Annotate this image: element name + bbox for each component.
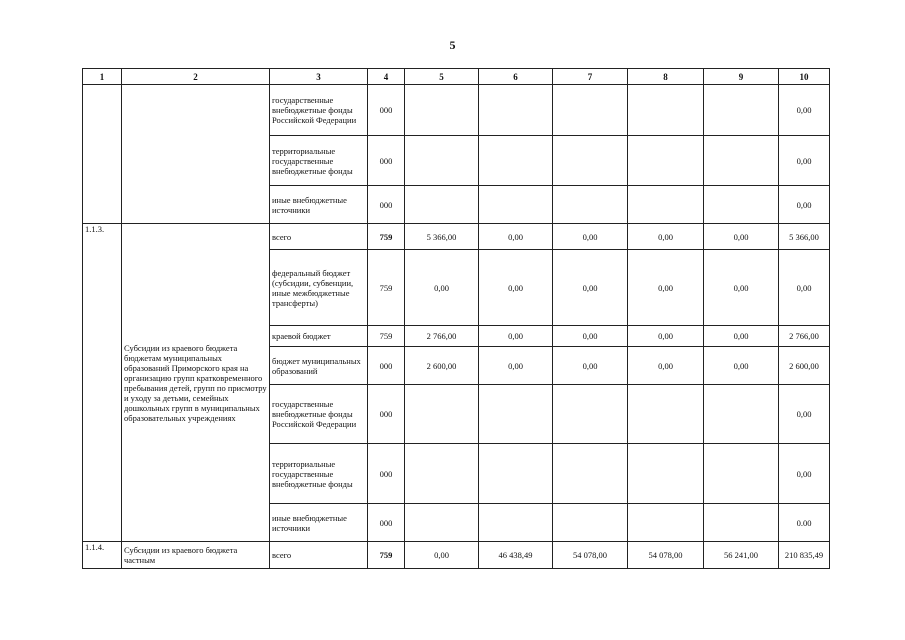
code-cell: 000 — [368, 186, 405, 224]
value-cell: 54 078,00 — [553, 542, 628, 569]
value-cell — [553, 385, 628, 444]
value-cell — [479, 85, 553, 136]
source-cell: иные внебюджетные источники — [270, 504, 368, 542]
value-cell: 2 766,00 — [405, 326, 479, 347]
value-cell: 0,00 — [704, 347, 779, 385]
total-cell: 0,00 — [779, 186, 830, 224]
code-cell: 759 — [368, 224, 405, 250]
total-cell: 0,00 — [779, 444, 830, 504]
value-cell: 5 366,00 — [405, 224, 479, 250]
value-cell — [704, 504, 779, 542]
value-cell: 0,00 — [628, 326, 704, 347]
value-cell: 0,00 — [479, 250, 553, 326]
value-cell: 0,00 — [479, 224, 553, 250]
value-cell — [405, 85, 479, 136]
value-cell: 0,00 — [628, 250, 704, 326]
total-cell: 0,00 — [779, 136, 830, 186]
total-cell: 0,00 — [779, 250, 830, 326]
value-cell — [628, 385, 704, 444]
item-name-cell — [122, 85, 270, 224]
value-cell — [628, 186, 704, 224]
table-row — [83, 542, 830, 569]
code-cell: 759 — [368, 250, 405, 326]
value-cell — [553, 504, 628, 542]
table-row — [83, 224, 830, 250]
item-name-cell: Субсидии из краевого бюджета частным — [122, 542, 270, 569]
code-cell: 000 — [368, 504, 405, 542]
total-cell: 2 600,00 — [779, 347, 830, 385]
total-cell: 0,00 — [779, 385, 830, 444]
value-cell — [704, 136, 779, 186]
value-cell: 0,00 — [628, 347, 704, 385]
code-cell: 000 — [368, 85, 405, 136]
value-cell: 0,00 — [553, 224, 628, 250]
value-cell — [704, 385, 779, 444]
value-cell: 56 241,00 — [704, 542, 779, 569]
source-cell: территориальные государственные внебюджетные фонды — [270, 444, 368, 504]
value-cell — [553, 444, 628, 504]
value-cell — [405, 444, 479, 504]
budget-table — [82, 68, 830, 569]
value-cell — [479, 136, 553, 186]
value-cell — [405, 504, 479, 542]
value-cell — [704, 85, 779, 136]
source-cell: государственные внебюджетные фонды Российской Федерации — [270, 385, 368, 444]
source-cell: бюджет муниципальных образований — [270, 347, 368, 385]
source-cell: государственные внебюджетные фонды Российской Федерации — [270, 85, 368, 136]
code-cell: 759 — [368, 326, 405, 347]
value-cell: 0,00 — [479, 347, 553, 385]
header-cell: 2 — [122, 69, 270, 85]
value-cell: 54 078,00 — [628, 542, 704, 569]
value-cell: 0,00 — [553, 326, 628, 347]
value-cell: 0,00 — [704, 250, 779, 326]
header-cell: 3 — [270, 69, 368, 85]
header-cell: 4 — [368, 69, 405, 85]
item-number-cell: 1.1.3. — [83, 224, 122, 542]
header-cell: 6 — [479, 69, 553, 85]
total-cell: 2 766,00 — [779, 326, 830, 347]
value-cell — [479, 186, 553, 224]
value-cell: 0,00 — [405, 542, 479, 569]
value-cell — [628, 136, 704, 186]
source-cell: всего — [270, 542, 368, 569]
value-cell — [553, 186, 628, 224]
value-cell — [405, 186, 479, 224]
value-cell: 0,00 — [553, 347, 628, 385]
value-cell — [553, 85, 628, 136]
value-cell — [405, 385, 479, 444]
code-cell: 000 — [368, 444, 405, 504]
header-cell: 7 — [553, 69, 628, 85]
source-cell: всего — [270, 224, 368, 250]
source-cell: территориальные государственные внебюджетные фонды — [270, 136, 368, 186]
item-number-cell: 1.1.4. — [83, 542, 122, 569]
value-cell — [479, 385, 553, 444]
code-cell: 000 — [368, 347, 405, 385]
value-cell — [628, 444, 704, 504]
value-cell: 0,00 — [628, 224, 704, 250]
code-cell: 000 — [368, 385, 405, 444]
value-cell — [405, 136, 479, 186]
total-cell: 0,00 — [779, 85, 830, 136]
value-cell — [553, 136, 628, 186]
value-cell: 2 600,00 — [405, 347, 479, 385]
code-cell: 759 — [368, 542, 405, 569]
header-cell: 1 — [83, 69, 122, 85]
value-cell: 0,00 — [553, 250, 628, 326]
table-row — [83, 85, 830, 136]
source-cell: иные внебюджетные источники — [270, 186, 368, 224]
value-cell — [704, 186, 779, 224]
value-cell: 0,00 — [405, 250, 479, 326]
source-cell: краевой бюджет — [270, 326, 368, 347]
value-cell — [628, 85, 704, 136]
header-cell: 10 — [779, 69, 830, 85]
total-cell: 0.00 — [779, 504, 830, 542]
header-row — [83, 69, 830, 85]
value-cell — [479, 444, 553, 504]
page-number: 5 — [449, 38, 456, 52]
item-name-cell: Субсидии из краевого бюджета бюджетам муниципальных образований Приморского края на организацию групп кратковременного пребывания детей, групп по присмотру и уходу за детьми, семейных дошкольных групп в муниципальных образовательных учреждениях — [122, 224, 270, 542]
value-cell: 0,00 — [479, 326, 553, 347]
total-cell: 5 366,00 — [779, 224, 830, 250]
total-cell: 210 835,49 — [779, 542, 830, 569]
code-cell: 000 — [368, 136, 405, 186]
header-cell: 8 — [628, 69, 704, 85]
source-cell: федеральный бюджет (субсидии, субвенции, иные межбюджетные трансферты) — [270, 250, 368, 326]
header-cell: 5 — [405, 69, 479, 85]
value-cell: 0,00 — [704, 326, 779, 347]
value-cell — [479, 504, 553, 542]
item-number-cell — [83, 85, 122, 224]
value-cell — [704, 444, 779, 504]
table-body — [83, 69, 830, 569]
value-cell — [628, 504, 704, 542]
value-cell: 0,00 — [704, 224, 779, 250]
header-cell: 9 — [704, 69, 779, 85]
value-cell: 46 438,49 — [479, 542, 553, 569]
